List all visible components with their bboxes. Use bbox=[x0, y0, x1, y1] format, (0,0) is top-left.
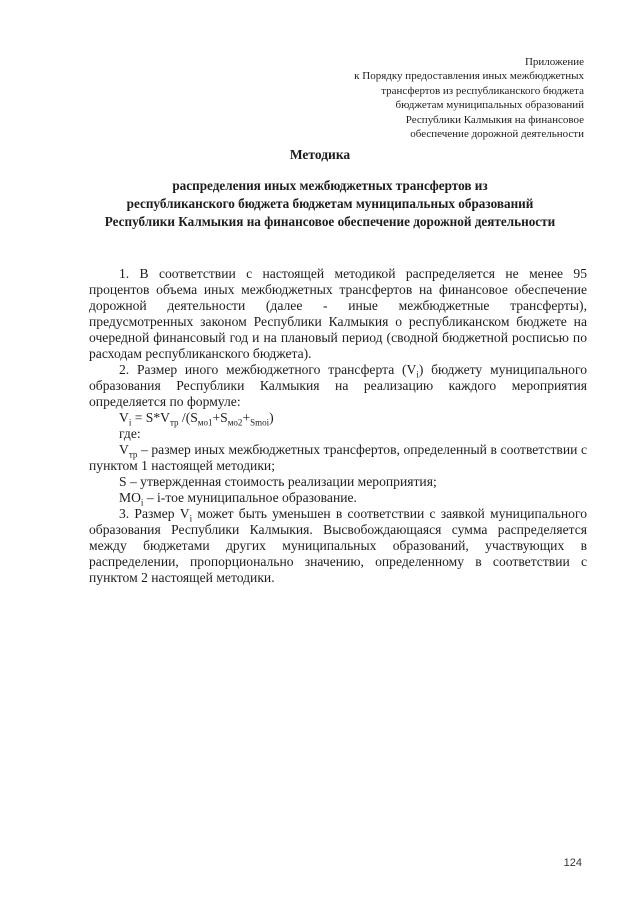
paragraph-1: 1. В соответствии с настоящей методикой распределяется не менее 95 процентов объема иных межбюджетных трансфертов на финансовое обеспечение дорожной деятельности (далее - иные межбюджетные трансферты), предусмотренных законом Республики Калмыкия о республиканском бюджете на очередной финансовый год и на плановый период (сводной бюджетной росписью по расходам республиканского бюджета). bbox=[89, 266, 587, 361]
appendix-header bbox=[354, 55, 584, 141]
vtr-subscript: тр bbox=[128, 449, 138, 460]
vtr-text: – размер иных межбюджетных трансфертов, определенный в соответствии с пунктом 1 настоящей методики; bbox=[89, 442, 587, 473]
document-title: Методика bbox=[289, 147, 351, 162]
p2-text-end: ) бюджету муниципального образования Республики Калмыкия на реализацию каждого мероприятия определяется по формуле: bbox=[89, 362, 587, 409]
formula-v: V bbox=[119, 410, 129, 425]
mo-subscript: i bbox=[140, 497, 144, 508]
p2-text-start: 2. Размер иного межбюджетного трансферта (V bbox=[119, 362, 417, 377]
appendix-line: Приложение bbox=[524, 56, 584, 68]
formula-mo2-sub: мо2 bbox=[227, 417, 243, 428]
s-definition: S – утвержденная стоимость реализации мероприятия; bbox=[119, 474, 437, 489]
formula-mid: = S*V bbox=[131, 410, 170, 425]
paragraph-3 bbox=[89, 506, 587, 586]
appendix-line: Республики Калмыкия на финансовое bbox=[405, 113, 584, 126]
document-subtitle bbox=[60, 177, 600, 231]
appendix-line: бюджетам муниципальных образований bbox=[395, 99, 584, 112]
formula-v-sub: i bbox=[128, 417, 132, 428]
formula-tr-sub: тр bbox=[169, 417, 179, 428]
formula-plus1: +S bbox=[212, 410, 228, 425]
paragraph-2 bbox=[89, 362, 587, 410]
p3-subscript: i bbox=[189, 513, 193, 524]
formula bbox=[89, 410, 587, 426]
appendix-line: трансфертов из республиканского бюджета bbox=[381, 84, 584, 97]
formula-open: /(S bbox=[178, 410, 198, 425]
formula-mo1-sub: мо1 bbox=[197, 417, 213, 428]
mo-text: – i-тое муниципальное образование. bbox=[143, 490, 357, 505]
formula-moi-sub: Smoi bbox=[250, 417, 270, 428]
p2-subscript: i bbox=[416, 369, 419, 380]
subtitle-line: Республики Калмыкия на финансовое обеспечение дорожной деятельности bbox=[104, 214, 556, 229]
appendix-line: обеспечение дорожной деятельности bbox=[410, 128, 584, 141]
subtitle-line: распределения иных межбюджетных трансфертов из bbox=[172, 178, 488, 193]
appendix-line: к Порядку предоставления иных межбюджетных bbox=[354, 70, 584, 83]
subtitle-line: республиканского бюджета бюджетам муниципальных образований bbox=[126, 196, 534, 211]
document-body bbox=[89, 266, 587, 586]
mo-symbol: МО bbox=[119, 490, 141, 505]
mo-definition bbox=[89, 490, 587, 506]
formula-close: ) bbox=[269, 410, 274, 425]
p3-text-start: 3. Размер V bbox=[119, 506, 190, 521]
p3-text-end: может быть уменьшен в соответствии с заявкой муниципального образования Республики Калмыкия. Высвобождающаяся сумма распределяется между бюджетами других муниципальных образований, участвующих в распределении, пропорционально значению, определенному в соответствии с пунктом 2 настоящей методики. bbox=[89, 506, 588, 585]
vtr-definition bbox=[89, 442, 587, 474]
vtr-symbol: V bbox=[119, 442, 129, 457]
formula-plus2: + bbox=[242, 410, 251, 425]
where-label: где: bbox=[119, 426, 141, 441]
page-number: 124 bbox=[563, 857, 582, 869]
